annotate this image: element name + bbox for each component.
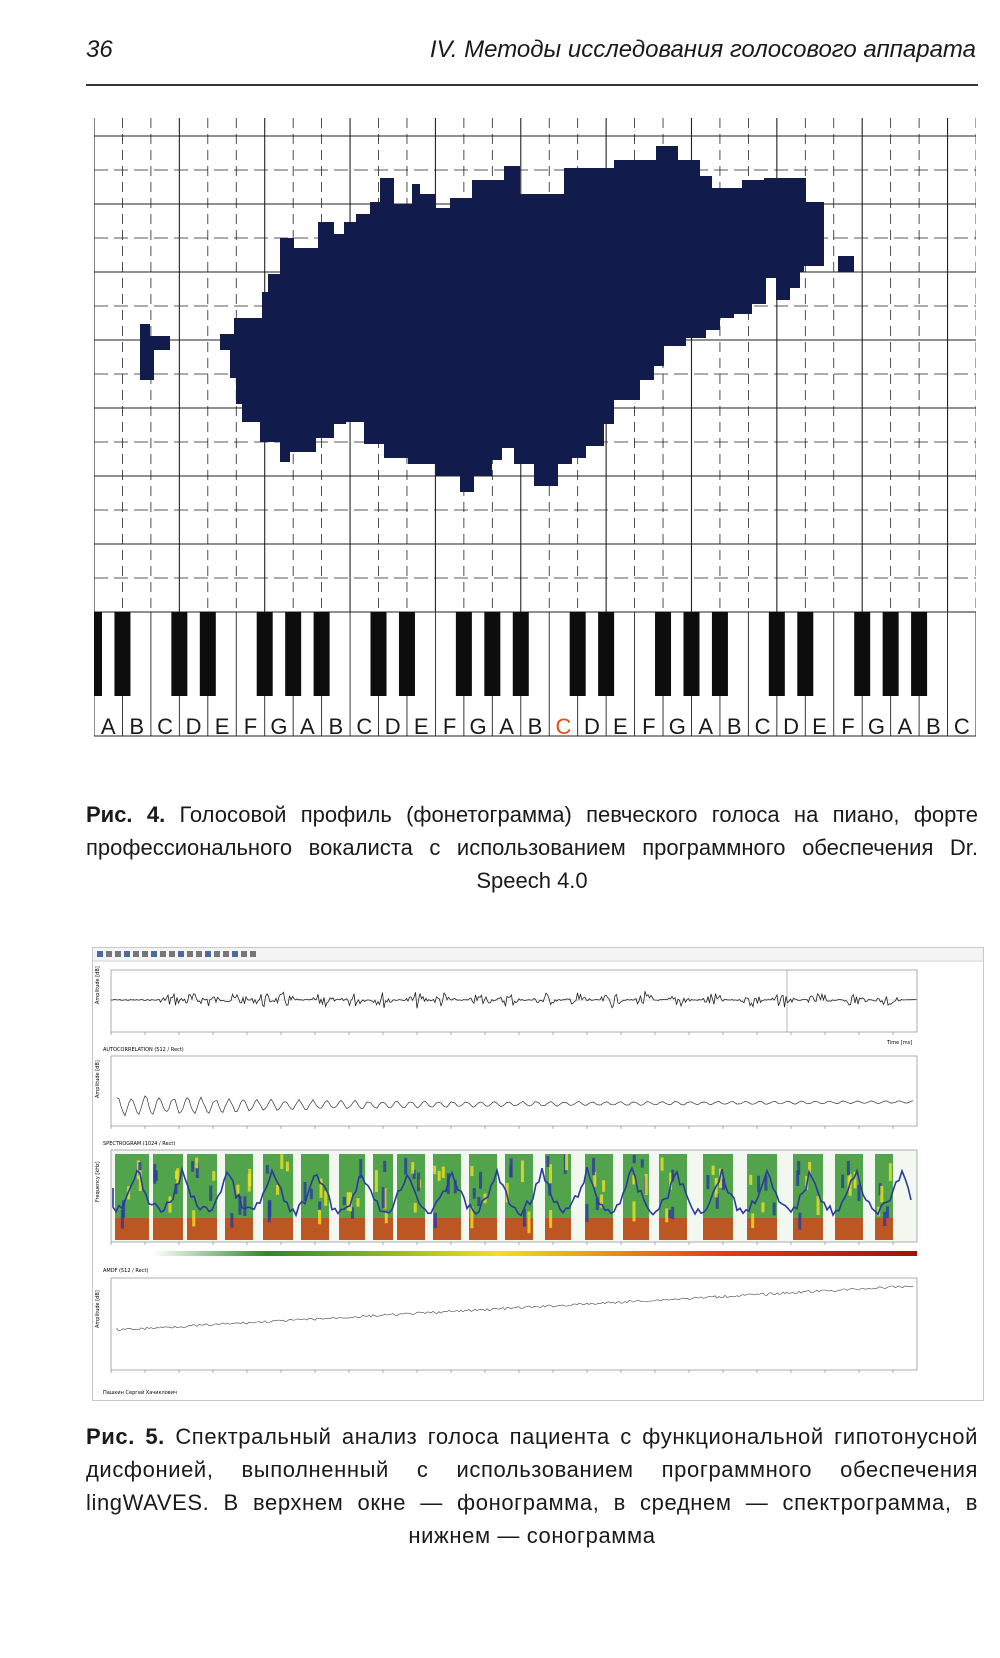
- spectrogram-energy: [659, 1218, 687, 1240]
- note-label: G: [270, 714, 288, 739]
- spectrogram-speckle: [798, 1213, 801, 1230]
- autocorrelation-panel: [95, 1047, 917, 1126]
- spectrogram-speckle: [175, 1171, 178, 1179]
- toolbar-icon[interactable]: [205, 951, 211, 957]
- spectrogram-energy: [793, 1218, 823, 1240]
- note-label: A: [698, 714, 714, 739]
- note-label: A: [300, 714, 315, 739]
- figure-4-label: Рис. 4.: [86, 802, 166, 827]
- waveform-ylabel: Amplitude [dB]: [95, 966, 101, 1004]
- spectrogram-speckle: [645, 1174, 648, 1195]
- spectrogram-speckle: [749, 1175, 752, 1185]
- spectrogram-speckle: [266, 1165, 269, 1174]
- spectrogram-speckle: [442, 1167, 445, 1178]
- voice-range-profile: [140, 146, 854, 492]
- toolbar-icon[interactable]: [250, 951, 256, 957]
- figure-4-caption: [86, 798, 978, 897]
- black-key: [598, 612, 614, 696]
- user-name-footer: Пашкин Сергей Хачиклович: [103, 1390, 177, 1396]
- toolbar-icon[interactable]: [223, 951, 229, 957]
- spectrogram-speckle: [641, 1159, 644, 1167]
- note-label: F: [642, 714, 656, 739]
- spectrogram-speckle: [841, 1175, 844, 1189]
- spectrogram-speckle: [286, 1162, 289, 1172]
- black-key: [484, 612, 500, 696]
- black-key: [200, 612, 216, 696]
- toolbar-icon[interactable]: [160, 951, 166, 957]
- spectrogram-energy: [263, 1218, 293, 1240]
- autocorrelation-title: AUTOCORRELATION (512 / Rect): [103, 1047, 184, 1053]
- figure-5-label: Рис. 5.: [86, 1424, 165, 1449]
- spectrogram-speckle: [383, 1161, 386, 1172]
- black-key: [513, 612, 529, 696]
- spectrogram-speckle: [706, 1175, 709, 1189]
- amdf-panel: [95, 1268, 917, 1396]
- toolbar-icon[interactable]: [214, 951, 220, 957]
- spectrogram-energy: [545, 1218, 571, 1240]
- note-label: F: [442, 714, 457, 739]
- spectrogram-speckle: [209, 1186, 212, 1201]
- spectrogram-speckle: [155, 1170, 158, 1181]
- spectrogram-energy: [153, 1218, 183, 1240]
- spectrogram-speckle: [385, 1213, 388, 1224]
- figure-4-caption-text: Голосовой профиль (фонетограмма) певческого голоса на пиано, форте профессионального вокалиста с использованием программного обеспечения Dr. Speech 4.0: [86, 802, 978, 893]
- note-label: B: [328, 714, 344, 739]
- spectrogram-speckle: [477, 1197, 480, 1206]
- spectrogram-speckle: [324, 1191, 327, 1206]
- black-key: [712, 612, 728, 696]
- running-head: IV. Методы исследования голосового аппарата: [429, 36, 976, 63]
- toolbar-icon[interactable]: [232, 951, 238, 957]
- spectrogram-speckle: [857, 1185, 860, 1201]
- spectrogram-speckle: [470, 1166, 473, 1176]
- spectrogram-speckle: [886, 1206, 889, 1218]
- spectrogram-speckle: [773, 1202, 776, 1215]
- spectrogram-speckle: [549, 1210, 552, 1228]
- spectrogram-speckle: [671, 1207, 674, 1219]
- spectrogram-speckle: [565, 1154, 568, 1170]
- note-label: E: [812, 714, 827, 739]
- spectrogram-speckle: [661, 1157, 664, 1170]
- spectrogram-energy: [703, 1218, 733, 1240]
- spectrogram-speckle: [889, 1163, 892, 1181]
- spectrogram-speckle: [243, 1196, 246, 1216]
- spectrogram-speckle: [546, 1156, 549, 1167]
- toolbar-icon[interactable]: [178, 951, 184, 957]
- black-key: [911, 612, 927, 696]
- spectrogram-speckle: [585, 1204, 588, 1222]
- toolbar-icon[interactable]: [133, 951, 139, 957]
- black-key: [94, 612, 102, 696]
- black-key: [854, 612, 870, 696]
- toolbar-icon[interactable]: [187, 951, 193, 957]
- spectrogram-speckle: [414, 1203, 417, 1213]
- spectrogram-speckle: [883, 1212, 886, 1226]
- header-rule: [86, 84, 978, 86]
- spectrogram-speckle: [592, 1158, 595, 1175]
- black-key: [883, 612, 899, 696]
- spectrogram-speckle: [121, 1210, 124, 1229]
- spectrogram-speckle: [633, 1155, 636, 1163]
- note-label: B: [527, 714, 543, 739]
- spectrogram-speckle: [318, 1202, 321, 1210]
- spectrogram-energy: [339, 1218, 365, 1240]
- spectrogram-speckle: [404, 1158, 407, 1175]
- spectrogram-energy: [373, 1218, 393, 1240]
- note-label: C: [157, 714, 174, 739]
- toolbar-icon[interactable]: [142, 951, 148, 957]
- waveform-xlabel: Time [ms]: [887, 1040, 913, 1046]
- autocorrelation-ylabel: Amplitude [dB]: [95, 1060, 101, 1098]
- spectrogram-colorbar: [153, 1251, 917, 1256]
- note-label: D: [783, 714, 800, 739]
- spectrogram-speckle: [527, 1211, 530, 1233]
- black-key: [570, 612, 586, 696]
- black-key: [371, 612, 387, 696]
- spectrogram-speckle: [417, 1173, 420, 1192]
- black-key: [257, 612, 273, 696]
- spectrogram-energy: [397, 1218, 425, 1240]
- phonetogram-figure: [94, 118, 976, 740]
- spectrogram-speckle: [347, 1192, 350, 1210]
- spectrogram-energy: [187, 1218, 217, 1240]
- spectrogram-speckle: [268, 1201, 271, 1222]
- note-label: E: [413, 714, 429, 739]
- spectrogram-speckle: [318, 1210, 321, 1225]
- spectrogram-energy: [835, 1218, 863, 1240]
- spectrogram-speckle: [510, 1158, 513, 1177]
- spectrogram-speckle: [191, 1161, 194, 1172]
- spectrogram-speckle: [847, 1161, 850, 1175]
- black-key: [683, 612, 699, 696]
- spectrogram-energy: [433, 1218, 461, 1240]
- note-label: C: [356, 714, 373, 739]
- black-key: [171, 612, 187, 696]
- spectrogram-speckle: [236, 1185, 239, 1194]
- spectrogram-speckle: [433, 1166, 436, 1175]
- spectrogram-speckle: [751, 1213, 754, 1228]
- black-key: [399, 612, 415, 696]
- spectrogram-speckle: [310, 1189, 313, 1200]
- spectrogram-speckle: [796, 1171, 799, 1186]
- spectrogram-speckle: [382, 1187, 385, 1208]
- spectrogram-speckle: [276, 1185, 279, 1195]
- black-key: [285, 612, 301, 696]
- note-label: B: [925, 714, 941, 739]
- toolbar-icon[interactable]: [115, 951, 121, 957]
- spectrogram-ylabel: Frequency [kHz]: [95, 1161, 101, 1202]
- note-label: E: [214, 714, 230, 739]
- spectrogram-speckle: [375, 1170, 378, 1192]
- spectrogram-energy: [225, 1218, 253, 1240]
- spectrogram-speckle: [549, 1164, 552, 1183]
- note-label: G: [469, 714, 487, 739]
- spectrogram-speckle: [632, 1201, 635, 1221]
- note-label: C: [555, 714, 572, 739]
- spectrogram-speckle: [168, 1196, 171, 1212]
- note-label: D: [384, 714, 401, 739]
- spectrogram-speckle: [230, 1213, 233, 1228]
- lingwaves-screenshot: [92, 947, 984, 1401]
- spectrogram-energy: [623, 1218, 649, 1240]
- spectrogram-panel: [95, 1141, 917, 1256]
- spectrogram-speckle: [212, 1171, 215, 1181]
- amdf-ylabel: Amplitude [dB]: [95, 1290, 101, 1328]
- black-key: [314, 612, 330, 696]
- spectrogram-energy: [115, 1218, 149, 1240]
- toolbar-icon[interactable]: [196, 951, 202, 957]
- note-label: F: [841, 714, 855, 739]
- note-label: F: [243, 714, 258, 739]
- amdf-title: AMDF (512 / Rect): [103, 1268, 149, 1274]
- spectrogram-speckle: [192, 1210, 195, 1226]
- spectrogram-speckle: [438, 1171, 441, 1181]
- note-label: C: [754, 714, 771, 739]
- figure-5-caption: [86, 1420, 978, 1552]
- note-label: D: [185, 714, 202, 739]
- black-key: [655, 612, 671, 696]
- spectrogram-speckle: [479, 1172, 482, 1189]
- note-label: E: [613, 714, 628, 739]
- spectrogram-speckle: [280, 1154, 283, 1169]
- toolbar-icon[interactable]: [106, 951, 112, 957]
- note-label: D: [583, 714, 600, 739]
- toolbar-icon[interactable]: [97, 951, 103, 957]
- toolbar-icon[interactable]: [241, 951, 247, 957]
- spectrogram-speckle: [665, 1208, 668, 1222]
- black-key: [456, 612, 472, 696]
- note-label: C: [953, 714, 970, 739]
- spectrogram-speckle: [602, 1180, 605, 1192]
- waveform-panel: [95, 966, 917, 1046]
- spectrogram-speckle: [761, 1202, 764, 1212]
- spectrogram-speckle: [357, 1198, 360, 1207]
- spectrogram-energy: [301, 1218, 329, 1240]
- note-label: G: [867, 714, 885, 739]
- spectrogram-speckle: [411, 1162, 414, 1174]
- spectrogram-title: SPECTROGRAM (1024 / Rect): [103, 1141, 176, 1147]
- spectrogram-speckle: [434, 1213, 437, 1228]
- toolbar-icon[interactable]: [169, 951, 175, 957]
- note-label: G: [668, 714, 686, 739]
- toolbar-icon[interactable]: [124, 951, 130, 957]
- note-label: A: [100, 714, 116, 739]
- spectrogram-speckle: [473, 1188, 476, 1199]
- page-number: 36: [86, 36, 113, 63]
- black-key: [797, 612, 813, 696]
- spectrogram-energy: [585, 1218, 613, 1240]
- note-label: A: [897, 714, 913, 739]
- black-key: [114, 612, 130, 696]
- spectrogram-speckle: [668, 1210, 671, 1218]
- spectrogram-speckle: [521, 1161, 524, 1183]
- note-label: B: [726, 714, 742, 739]
- spectrogram-speckle: [880, 1186, 883, 1202]
- black-key: [769, 612, 785, 696]
- spectrogram-speckle: [343, 1197, 346, 1205]
- spectrogram-speckle: [817, 1196, 820, 1215]
- note-label: A: [499, 714, 514, 739]
- spectrogram-speckle: [195, 1158, 198, 1169]
- note-label: B: [129, 714, 145, 739]
- toolbar: [93, 948, 983, 961]
- figure-5-caption-text: Спектральный анализ голоса пациента с функциональной гипотонусной дисфонией, выполненный с использованием программного обеспечения lingWAVES. В верхнем окне — фонограмма, в среднем — спектрограмма, в нижнем — сонограмма: [86, 1424, 979, 1548]
- toolbar-icon[interactable]: [151, 951, 157, 957]
- spectrogram-speckle: [248, 1174, 251, 1192]
- spectrogram-speckle: [712, 1165, 715, 1175]
